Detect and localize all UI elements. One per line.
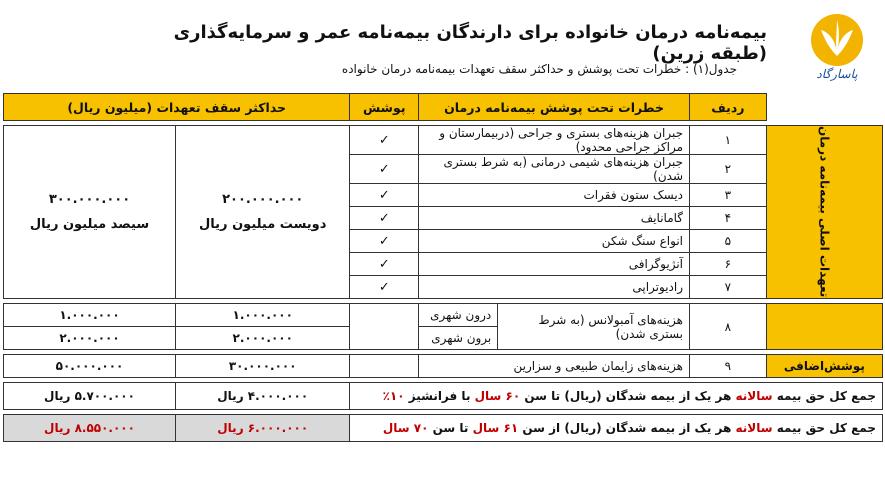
pasargad-logo-icon [807,12,867,82]
ambulance-coverage-empty [350,304,419,350]
header-risk: خطرات تحت پوشش بیمه‌نامه درمان [419,94,690,121]
total-row-61-70 [4,415,883,442]
total-row-under-60 [4,383,883,410]
plan1-limit-number: ۲۰۰.۰۰۰.۰۰۰ [222,192,304,207]
row-number: ۳ [690,184,767,207]
total-under-60-label: جمع کل حق بیمه سالانه هر یک از بیمه شدگان (ریال) تا سن ۶۰ سال با فرانشیز ۱۰٪ [350,383,883,410]
check-icon: ✓ [350,276,419,299]
ambulance-label: هزینه‌های آمبولانس (به شرط بستری شدن) [498,304,690,350]
extra-group-label: پوشش‌اضافی [766,355,882,378]
plan1-limit-text: دویست میلیون ریال [199,217,327,232]
total-under-60-plan1: ۴.۰۰۰.۰۰۰ ریال [176,383,350,410]
total-61-70-plan1: ۶.۰۰۰.۰۰۰ ریال [176,415,350,442]
extra-plan2: ۵۰.۰۰۰.۰۰۰ [4,355,176,378]
risk-label: رادیوتراپی [419,276,690,299]
row-number: ۸ [690,304,767,350]
extra-coverage-empty [350,355,419,378]
table-row [4,126,883,155]
check-icon: ✓ [350,207,419,230]
page-title: بیمه‌نامه درمان خانواده برای دارندگان بیمه‌نامه عمر و سرمایه‌گذاری (طبقه زرین) [173,22,767,64]
plan2-limit [4,126,176,299]
header-spacer [766,94,882,121]
main-group-cell [766,126,882,299]
main-group-label: تعهدات اصلی بیمه‌نامه درمان [817,126,832,298]
risk-label: دیسک ستون فقرات [419,184,690,207]
ambulance-row-urban [4,304,883,327]
risk-label: جبران هزینه‌های شیمی درمانی (به شرط بستری شدن) [419,155,690,184]
ambulance-interurban-plan1: ۲.۰۰۰.۰۰۰ [176,327,350,350]
plan1-limit [176,126,350,299]
row-number: ۲ [690,155,767,184]
total-under-60-plan2: ۵.۷۰۰.۰۰۰ ریال [4,383,176,410]
coverage-table [3,93,883,442]
extra-label: هزینه‌های زایمان طبیعی و سزارین [419,355,690,378]
row-number: ۹ [690,355,767,378]
row-number: ۱ [690,126,767,155]
risk-label: گامانایف [419,207,690,230]
row-number: ۶ [690,253,767,276]
risk-label: آنژیوگرافی [419,253,690,276]
header-max: حداکثر سقف تعهدات (میلیون ریال) [4,94,350,121]
total-61-70-plan2: ۸.۵۵۰.۰۰۰ ریال [4,415,176,442]
row-number: ۴ [690,207,767,230]
ambulance-interurban-label: برون شهری [419,327,498,350]
risk-label: انواع سنگ شکن [419,230,690,253]
row-number: ۷ [690,276,767,299]
plan2-limit-number: ۳۰۰.۰۰۰.۰۰۰ [48,192,131,207]
ambulance-urban-plan1: ۱.۰۰۰.۰۰۰ [176,304,350,327]
table-caption: جدول(۱) : خطرات تحت پوشش و حداکثر سقف تعهدات بیمه‌نامه درمان خانواده [341,62,737,76]
extra-row [4,355,883,378]
check-icon: ✓ [350,155,419,184]
extra-plan1: ۳۰.۰۰۰.۰۰۰ [176,355,350,378]
check-icon: ✓ [350,253,419,276]
risk-label: جبران هزینه‌های بستری و جراحی (دربیمارستان و مراکز جراحی محدود) [419,126,690,155]
logo-text: پاسارگاد [816,67,858,81]
header-row [4,94,883,121]
ambulance-interurban-plan2: ۲.۰۰۰.۰۰۰ [4,327,176,350]
header-coverage: پوشش [350,94,419,121]
total-61-70-label: جمع کل حق بیمه سالانه هر یک از بیمه شدگان (ریال) از سن ۶۱ سال تا سن ۷۰ سال [350,415,883,442]
plan2-limit-text: سیصد میلیون ریال [29,217,150,232]
ambulance-urban-label: درون شهری [419,304,498,327]
row-number: ۵ [690,230,767,253]
check-icon: ✓ [350,184,419,207]
ambulance-group-cell [766,304,882,350]
check-icon: ✓ [350,126,419,155]
check-icon: ✓ [350,230,419,253]
header-row-no: ردیف [690,94,767,121]
ambulance-urban-plan2: ۱.۰۰۰.۰۰۰ [4,304,176,327]
